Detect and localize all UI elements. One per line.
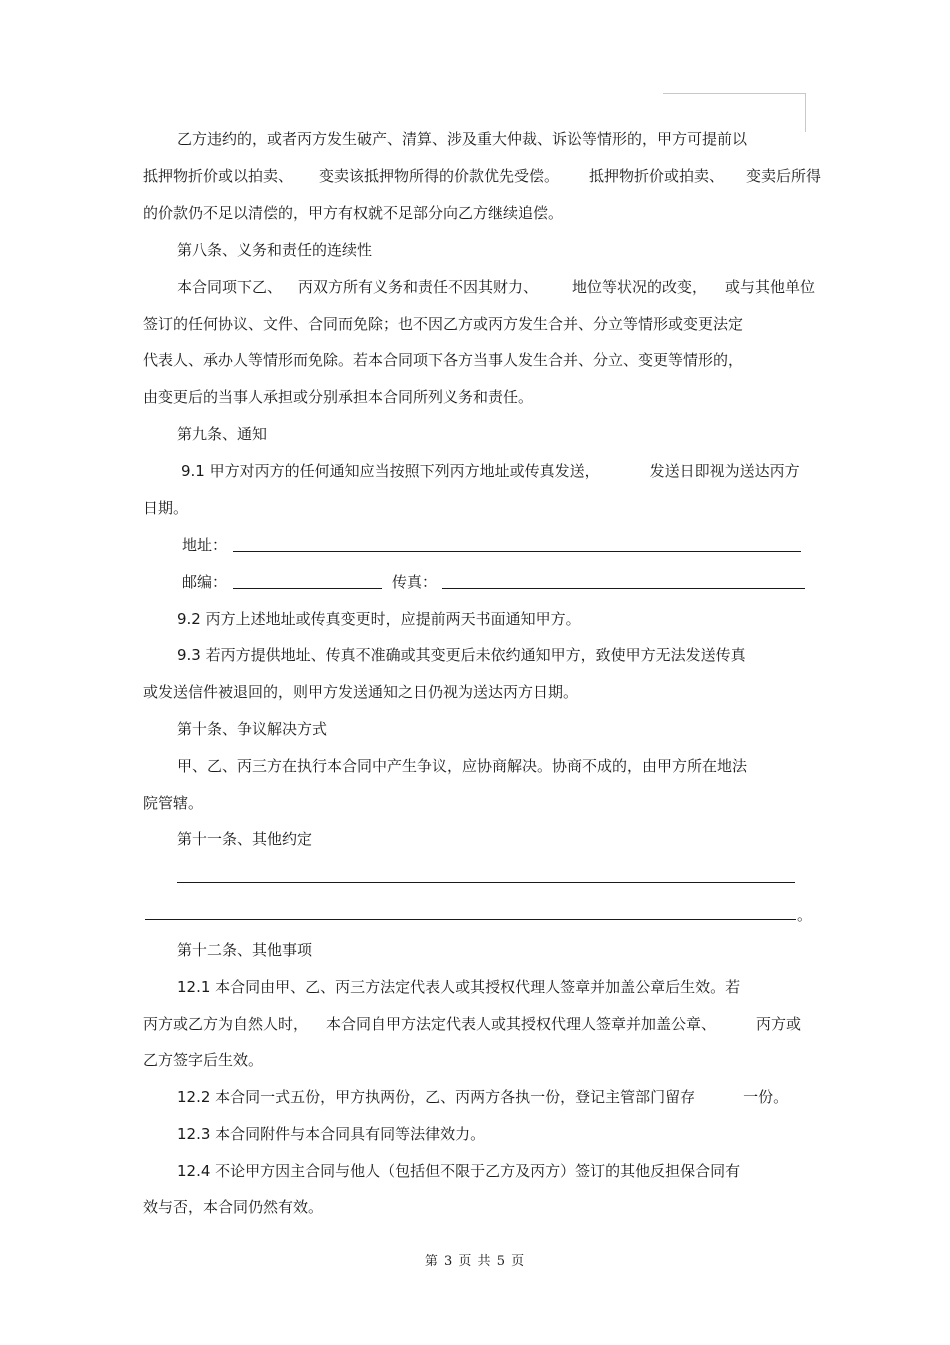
art7-line-3: 的价款仍不足以清偿的，甲方有权就不足部分向乙方继续追偿。	[143, 204, 564, 222]
art8-line-1-part-d: 或与其他单位	[725, 278, 816, 296]
page-corner-mark	[663, 93, 806, 132]
art8-line-1-part-a: 本合同项下乙、	[177, 278, 283, 296]
art9-para-1	[181, 461, 800, 481]
art8-line-2: 签订的任何协议、文件、合同而免除；也不因乙方或丙方发生合并、分立等情形或变更法定	[143, 315, 744, 333]
art12-para-3: 12.3 本合同附件与本合同具有同等法律效力。	[177, 1125, 486, 1143]
art9-para-1-end: 日期。	[143, 499, 189, 517]
art9-para-3-cont: 或发送信件被退回的，则甲方发送通知之日仍视为送达丙方日期。	[143, 683, 579, 701]
art10-line-1: 甲、乙、丙三方在执行本合同中产生争议，应协商解决。协商不成的，由甲方所在地法	[177, 757, 748, 775]
art12-para-1-end: 乙方签字后生效。	[143, 1051, 264, 1069]
art8-line-1-part-b: 丙双方所有义务和责任不因其财力、	[298, 278, 539, 296]
art7-line-2	[143, 166, 821, 186]
address-label: 地址：	[182, 536, 228, 554]
art10-title: 第十条、争议解决方式	[177, 720, 328, 738]
art8-line-3: 代表人、承办人等情形而免除。若本合同项下各方当事人发生合并、分立、变更等情形的，	[143, 351, 744, 369]
art12-para-4: 12.4 不论甲方因主合同与他人（包括但不限于乙方及丙方）签订的其他反担保合同有	[177, 1162, 741, 1180]
art8-title: 第八条、义务和责任的连续性	[177, 241, 373, 259]
art9-para-1-part-b: 发送日即视为送达丙方	[649, 462, 800, 480]
art11-blank-line-2	[145, 919, 796, 920]
art12-para-1: 12.1 本合同由甲、乙、丙三方法定代表人或其授权代理人签章并加盖公章后生效。若	[177, 978, 741, 996]
art12-para-4-cont: 效与否，本合同仍然有效。	[143, 1198, 324, 1216]
art8-line-1	[177, 277, 815, 297]
art7-line-2-part-d: 变卖后所得	[746, 167, 822, 185]
art9-para-1-part-a: 9.1 甲方对丙方的任何通知应当按照下列丙方地址或传真发送，	[181, 462, 600, 480]
art11-title: 第十一条、其他约定	[177, 830, 313, 848]
art8-line-4: 由变更后的当事人承担或分别承担本合同所列义务和责任。	[143, 388, 534, 406]
art11-blank-line-1	[177, 882, 795, 883]
art12-para-2-part-a: 12.2 本合同一式五份，甲方执两份，乙、丙两方各执一份，登记主管部门留存	[177, 1088, 696, 1106]
art12-para-1-cont	[143, 1014, 801, 1034]
art12-para-2-part-b: 一份。	[743, 1088, 789, 1106]
postcode-blank-line	[233, 588, 382, 589]
art7-line-2-part-b: 变卖该抵押物所得的价款优先受偿。	[319, 167, 560, 185]
page-number-footer: 第 3 页 共 5 页	[424, 1254, 526, 1269]
art12-para-1-part-c: 本合同自甲方法定代表人或其授权代理人签章并加盖公章、	[326, 1015, 717, 1033]
art12-para-1-part-b: 丙方或乙方为自然人时，	[143, 1015, 309, 1033]
art7-line-2-part-c: 抵押物折价或拍卖、	[589, 167, 725, 185]
art7-line-2-part-a: 抵押物折价或以拍卖、	[143, 167, 294, 185]
art8-line-1-part-c: 地位等状况的改变，	[572, 278, 708, 296]
art9-para-2: 9.2 丙方上述地址或传真变更时，应提前两天书面通知甲方。	[177, 610, 581, 628]
art12-para-1-part-d: 丙方或	[756, 1015, 802, 1033]
postcode-label: 邮编：	[182, 573, 228, 591]
art9-para-3: 9.3 若丙方提供地址、传真不准确或其变更后未依约通知甲方，致使甲方无法发送传真	[177, 646, 746, 664]
art9-title: 第九条、通知	[177, 425, 268, 443]
art11-end-mark: 。	[797, 906, 813, 924]
art12-title: 第十二条、其他事项	[177, 941, 313, 959]
art7-line-1: 乙方违约的，或者丙方发生破产、清算、涉及重大仲裁、诉讼等情形的，甲方可提前以	[177, 130, 748, 148]
fax-blank-line	[442, 588, 805, 589]
art10-line-2: 院管辖。	[143, 794, 204, 812]
fax-label: 传真：	[392, 573, 438, 591]
address-blank-line	[233, 551, 801, 552]
art12-para-2	[177, 1087, 788, 1107]
